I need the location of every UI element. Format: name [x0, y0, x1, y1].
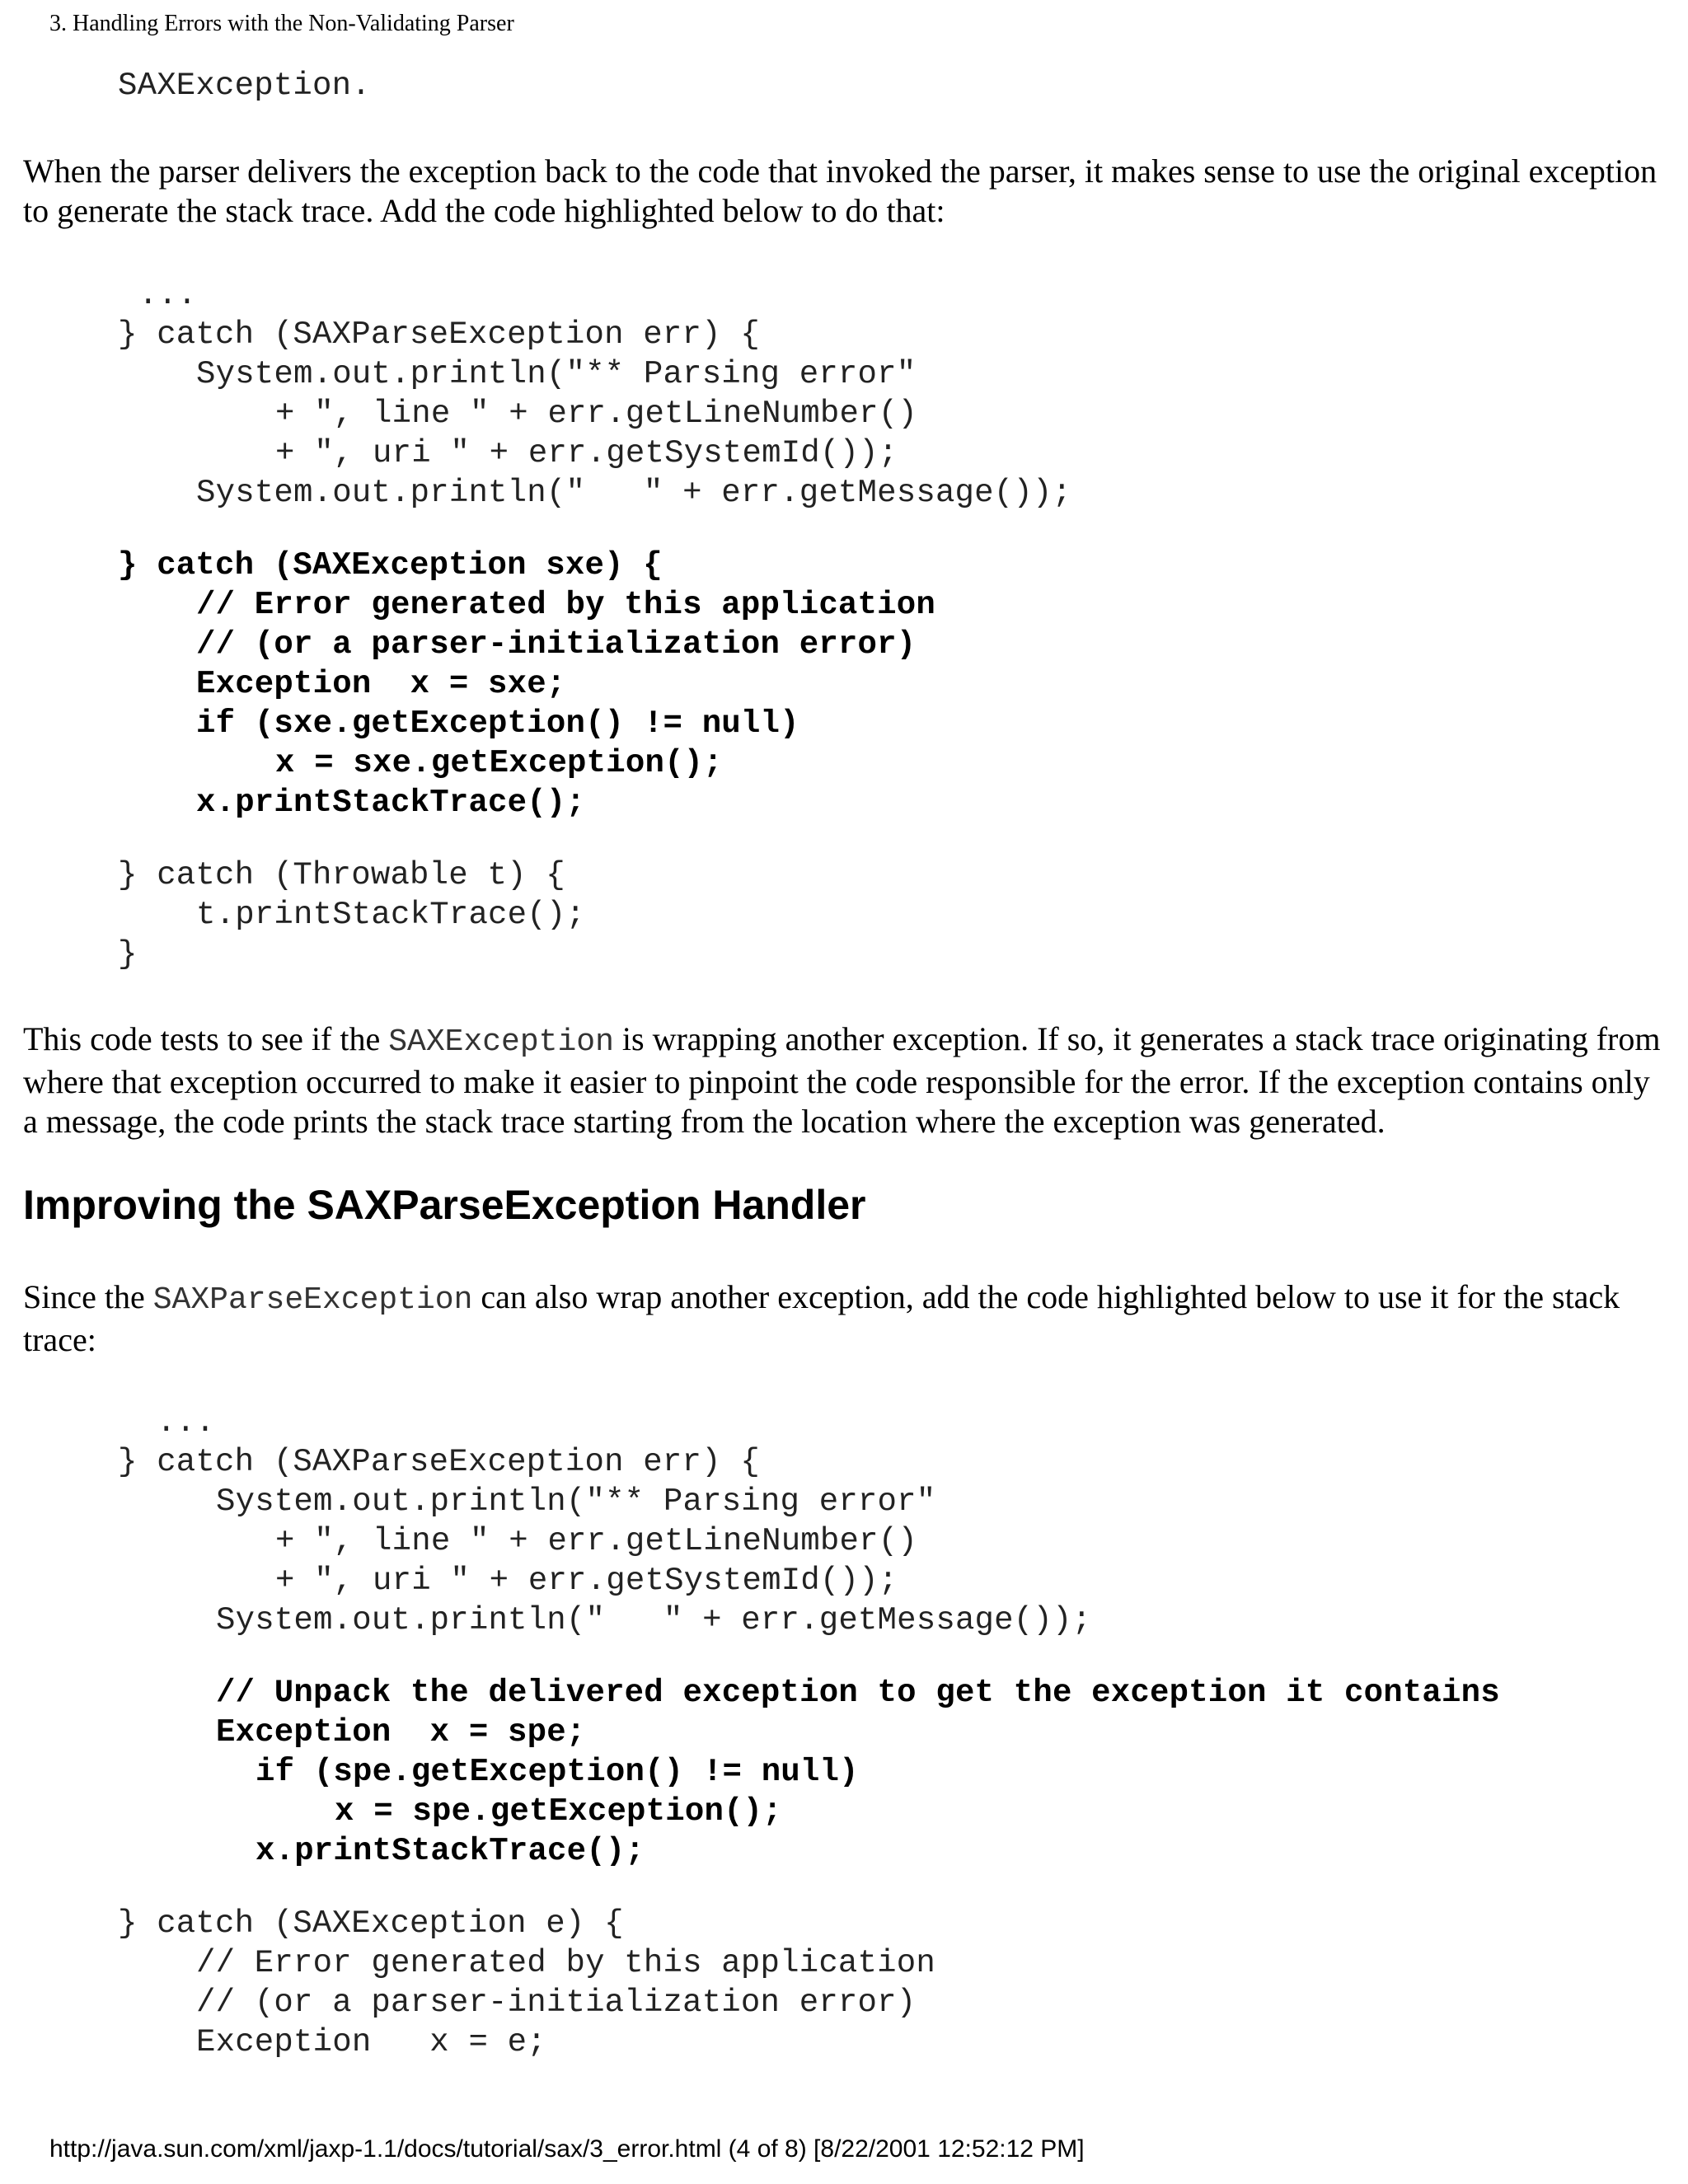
explanation-paragraph [23, 1019, 1665, 1141]
highlighted-code-line: if (spe.getException() != null) [256, 1754, 859, 1790]
section-intro-paragraph [23, 1277, 1665, 1360]
section-intro-text-after: can also wrap another exception, add the code highlighted below to use it for the stack trace: [23, 1278, 1620, 1358]
section-heading: Improving the SAXParseException Handler [23, 1182, 866, 1228]
highlighted-code-line: // Error generated by this application [196, 587, 935, 623]
code-line: + ", line " + err.getLineNumber() [275, 1523, 917, 1559]
code-line: t.printStackTrace(); [196, 897, 586, 933]
highlighted-code-line: x = spe.getException(); [335, 1793, 782, 1830]
code-line: // Error generated by this application [196, 1945, 935, 1981]
intro-paragraph: When the parser delivers the exception back to the code that invoked the parser, it makes sense to use the original exception to generate the stack trace. Add the code highlighted below to do that: [23, 152, 1658, 229]
highlighted-code-line: } catch (SAXException sxe) { [118, 547, 663, 583]
code-line: System.out.println(" " + err.getMessage()); [216, 1602, 1092, 1638]
code-line: System.out.println("** Parsing error" [216, 1483, 936, 1520]
highlighted-code-line: x.printStackTrace(); [196, 785, 586, 821]
code-line: ... [138, 277, 197, 313]
code-line: + ", line " + err.getLineNumber() [275, 396, 917, 432]
highlighted-code-line: // (or a parser-initialization error) [196, 626, 917, 663]
explanation-text-before: This code tests to see if the [23, 1020, 389, 1057]
code-line: System.out.println(" " + err.getMessage()); [196, 475, 1072, 511]
top-code-fragment: SAXException. [118, 68, 371, 104]
highlighted-code-line: if (sxe.getException() != null) [196, 705, 799, 742]
code-line: ... [157, 1404, 215, 1441]
highlighted-code-line: // Unpack the delivered exception to get the exception it contains [216, 1675, 1500, 1711]
code-line: } [118, 936, 138, 972]
section-intro-text-before: Since the [23, 1278, 153, 1315]
running-header: 3. Handling Errors with the Non-Validating Parser [49, 11, 514, 36]
code-line: } catch (Throwable t) { [118, 857, 565, 893]
code-line: } catch (SAXParseException err) { [118, 1444, 760, 1480]
code-line: // (or a parser-initialization error) [196, 1985, 917, 2021]
highlighted-code-line: Exception x = spe; [216, 1714, 586, 1750]
highlighted-code-line: x = sxe.getException(); [275, 745, 723, 781]
code-line: Exception x = e; [196, 2024, 546, 2060]
code-line: } catch (SAXParseException err) { [118, 316, 760, 353]
code-line: } catch (SAXException e) { [118, 1905, 624, 1942]
page-footer-url: http://java.sun.com/xml/jaxp-1.1/docs/tutorial/sax/3_error.html (4 of 8) [8/22/2001 12:52:12 PM] [49, 2135, 1085, 2163]
explanation-inline-code: SAXException [388, 1024, 614, 1060]
section-intro-inline-code: SAXParseException [152, 1282, 473, 1318]
code-line: + ", uri " + err.getSystemId()); [275, 435, 898, 471]
highlighted-code-line: Exception x = sxe; [196, 666, 566, 702]
code-line: + ", uri " + err.getSystemId()); [275, 1563, 898, 1599]
highlighted-code-line: x.printStackTrace(); [256, 1833, 645, 1869]
explanation-text-after: is wrapping another exception. If so, it generates a stack trace originating from where that exception occurred to make it easier to pinpoint the code responsible for the error. If the exception contains only a message, the code prints the stack trace starting from the location where the exception was generated. [23, 1020, 1661, 1140]
code-line: System.out.println("** Parsing error" [196, 356, 917, 392]
